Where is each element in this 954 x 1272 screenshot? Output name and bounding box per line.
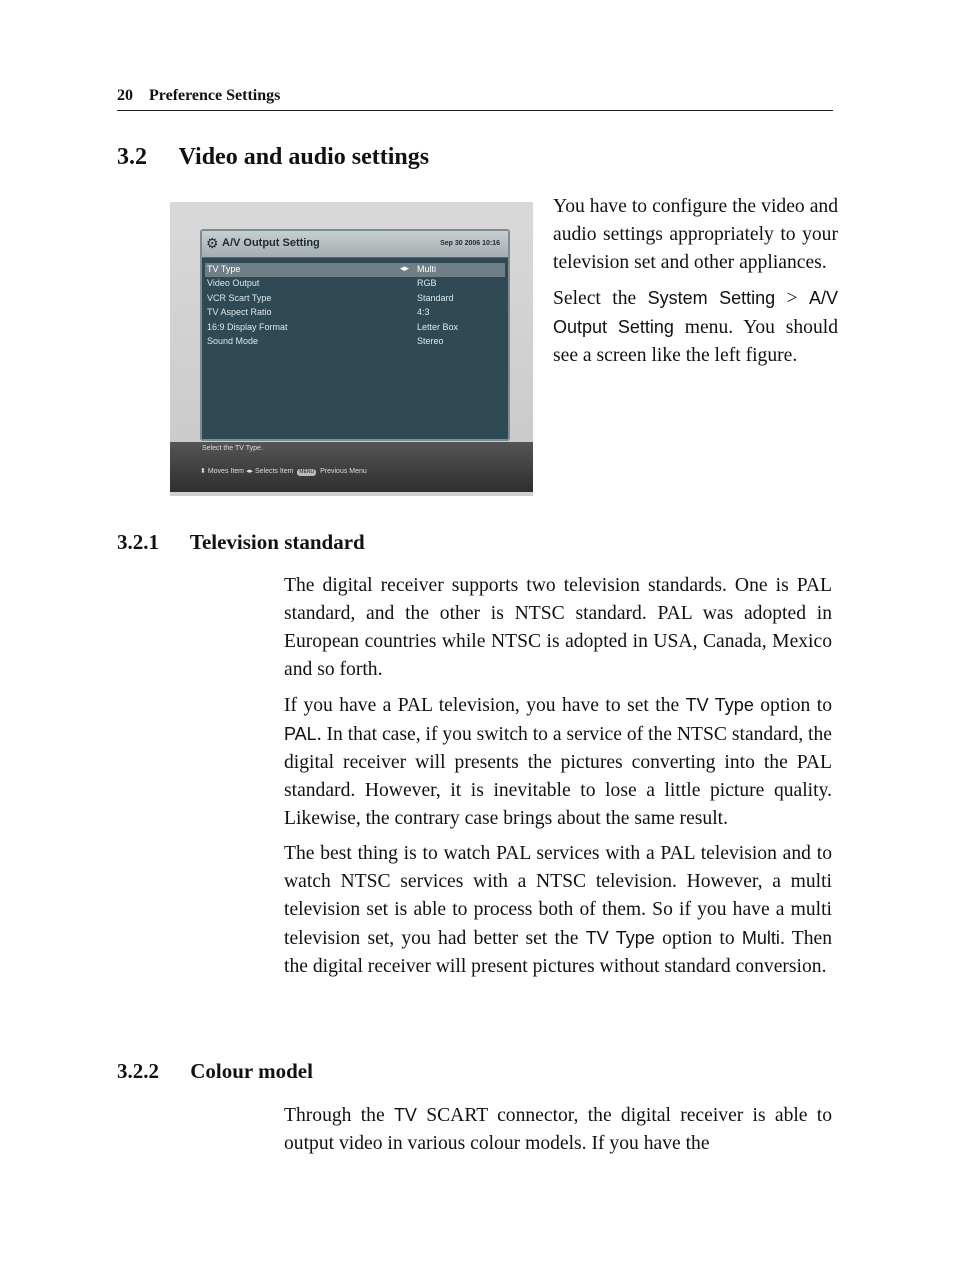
intro-text — [553, 193, 838, 377]
osd-row-video-output — [205, 277, 505, 291]
text-run: Select the — [553, 288, 648, 309]
subsection-number: 3.2.2 — [117, 1059, 159, 1083]
up-down-arrow-icon: ⬍ — [200, 468, 206, 475]
osd-row-value: Letter Box — [417, 322, 459, 332]
television-standard-text — [284, 572, 832, 988]
key-selects-label: Selects Item — [254, 468, 294, 475]
menu-key-icon: MENU — [299, 469, 315, 475]
osd-title-bar — [202, 231, 508, 258]
menu-name-system-setting: System Setting — [647, 288, 776, 308]
subsection-heading-television-standard — [117, 530, 365, 555]
gear-icon: ⚙ — [206, 235, 219, 251]
tv-paragraph-2 — [284, 691, 832, 833]
text-run: SCART connector, the digital receiver is able to output video in various colour models. If you have the — [284, 1105, 832, 1154]
section-heading — [117, 144, 429, 171]
osd-row-label: TV Type — [207, 264, 241, 274]
tv-paragraph-3 — [284, 840, 832, 981]
osd-footer — [170, 442, 533, 496]
text-run: > — [775, 288, 809, 309]
colour-paragraph-1 — [284, 1101, 832, 1158]
option-name-tv-type: TV Type — [585, 928, 655, 948]
text-run: If you have a PAL television, you have to set the — [284, 695, 686, 716]
chapter-title: Preference Settings — [149, 87, 281, 104]
page-number: 20 — [117, 87, 133, 104]
key-moves-label: Moves Item — [207, 468, 245, 475]
osd-row-value: 4:3 — [417, 307, 430, 317]
text-run: Through the — [284, 1105, 394, 1126]
option-name-tv-type: TV Type — [685, 695, 754, 715]
osd-row-tv-type — [205, 263, 505, 277]
section-title: Video and audio settings — [178, 144, 430, 170]
option-value-multi: Multi — [741, 928, 780, 948]
key-previous-label: Previous Menu — [320, 468, 367, 475]
subsection-heading-colour-model — [117, 1059, 313, 1084]
subsection-title: Television standard — [189, 530, 365, 554]
osd-menu-panel — [200, 229, 510, 441]
osd-row-sound-mode — [205, 335, 505, 349]
osd-row-vcr-scart — [205, 292, 505, 306]
text-run: The best thing is to watch PAL services with a PAL television and to watch NTSC services with a NTSC television. However, a multi television set is able to process both of them. So if you have a multi television set, you had better set the — [284, 843, 832, 949]
option-value-pal: PAL — [284, 724, 317, 744]
osd-row-aspect-ratio — [205, 306, 505, 320]
osd-row-label: Video Output — [207, 278, 260, 288]
subsection-number: 3.2.1 — [117, 530, 159, 554]
osd-row-label: VCR Scart Type — [207, 293, 272, 303]
osd-key-legend — [200, 467, 367, 476]
text-run: option to — [753, 695, 832, 716]
tv-paragraph-1: The digital receiver supports two television standards. One is PAL standard, and the other is NTSC standard. PAL was adopted in European countries while NTSC is adopted in USA, Canada, Mexico and so forth. — [284, 575, 832, 680]
osd-datetime: Sep 30 2006 10:16 — [440, 240, 500, 247]
osd-title: A/V Output Setting — [222, 237, 320, 249]
text-run: menu. You should see a screen like the left figure. — [553, 317, 839, 366]
osd-row-label: Sound Mode — [207, 336, 259, 346]
left-right-arrow-icon: ◂▸ — [400, 263, 410, 273]
menu-name-av-output-setting: A/V Output Setting — [553, 288, 838, 337]
osd-row-value: RGB — [417, 278, 437, 288]
osd-row-label: TV Aspect Ratio — [207, 307, 272, 317]
osd-row-display-format — [205, 321, 505, 335]
osd-row-value: Stereo — [417, 336, 444, 346]
colour-model-text — [284, 1101, 832, 1165]
av-output-screenshot — [170, 202, 533, 496]
osd-bottom-bar — [170, 492, 533, 496]
text-run: . In that case, if you switch to a service of the NTSC standard, the digital receiver will presents the pictures converting into the PAL standard. However, it is inevitable to lose a little picture quality. Likewise, the contrary case brings about the same result. — [284, 724, 832, 829]
connector-name-tv: TV — [393, 1105, 417, 1125]
osd-row-value: Standard — [417, 293, 454, 303]
left-right-arrow-icon: ◂▸ — [245, 468, 253, 475]
running-header — [117, 87, 833, 111]
text-run: option to — [654, 928, 742, 949]
osd-help-text: Select the TV Type. — [202, 445, 263, 452]
intro-paragraph-2 — [553, 284, 838, 370]
osd-row-label: 16:9 Display Format — [207, 322, 288, 332]
text-run: . Then the digital receiver will present pictures without standard conversion. — [284, 928, 833, 977]
osd-row-value: Multi — [417, 264, 437, 274]
intro-paragraph-1: You have to configure the video and audio settings appropriately to your television set and other appliances. — [553, 196, 838, 273]
section-number: 3.2 — [117, 144, 147, 170]
subsection-title: Colour model — [190, 1059, 313, 1083]
